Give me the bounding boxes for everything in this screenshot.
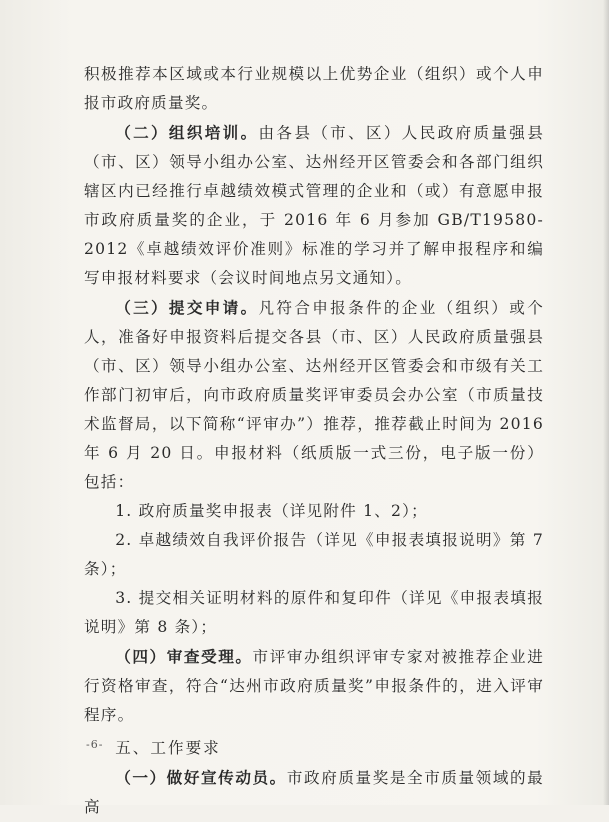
paragraph-3 — [84, 293, 544, 497]
paragraph-5-lead: （一）做好宣传动员。 — [115, 768, 287, 787]
paragraph-1-text: 积极推荐本区域或本行业规模以上优势企业（组织）或个人申报市政府质量奖。 — [84, 65, 544, 112]
list-item-2 — [84, 526, 544, 584]
paragraph-4-lead: （四）审查受理。 — [115, 647, 253, 666]
section-heading: 五、工作要求 — [115, 739, 221, 757]
page-number: -6- — [86, 738, 104, 751]
paragraph-1 — [84, 60, 544, 118]
list-item-3 — [84, 584, 544, 642]
page-edge-shadow — [603, 0, 609, 805]
paragraph-5-text: 市政府质量奖是全市质量领域的最高 — [84, 769, 544, 816]
paragraph-2 — [84, 118, 544, 293]
document-body — [84, 60, 544, 822]
paragraph-3-lead: （三）提交申请。 — [115, 298, 259, 317]
paragraph-5 — [84, 763, 544, 822]
paragraph-4-text: 市评审办组织评审专家对被推荐企业进行资格审查，符合“达州市政府质量奖”申报条件的，进入评审程序。 — [84, 648, 544, 724]
list-item-1 — [84, 497, 544, 526]
paragraph-2-lead: （二）组织培训。 — [115, 123, 259, 142]
list-item-1-text: 1. 政府质量奖申报表（详见附件 1、2）； — [115, 502, 428, 520]
paragraph-2-text: 由各县（市、区）人民政府质量强县（市、区）领导小组办公室、达州经开区管委会和各部门组织辖区内已经推行卓越绩效模式管理的企业和（或）有意愿申报市政府质量奖的企业，于 2016 年 6 月参加 GB/T19580-2012《卓越绩效评价准则》标准的学习并了解申报程序和编写申报材料要求（会议时间地点另文通知）。 — [84, 124, 544, 287]
list-item-3-text: 3. 提交相关证明材料的原件和复印件（详见《申报表填报说明》第 8 条）； — [84, 589, 544, 636]
paragraph-3-text: 凡符合申报条件的企业（组织）或个人，准备好申报资料后提交各县（市、区）人民政府质量强县（市、区）领导小组办公室、达州经开区管委会和市级有关工作部门初审后，向市政府质量奖评审委员会办公室（市质量技术监督局，以下简称“评审办”）推荐，推荐截止时间为 2016 年 6 月 20 日。申报材料（纸质版一式三份，电子版一份）包括： — [84, 299, 544, 491]
paragraph-4 — [84, 642, 544, 730]
list-item-2-text: 2. 卓越绩效自我评价报告（详见《申报表填报说明》第 7 条）； — [84, 531, 544, 578]
